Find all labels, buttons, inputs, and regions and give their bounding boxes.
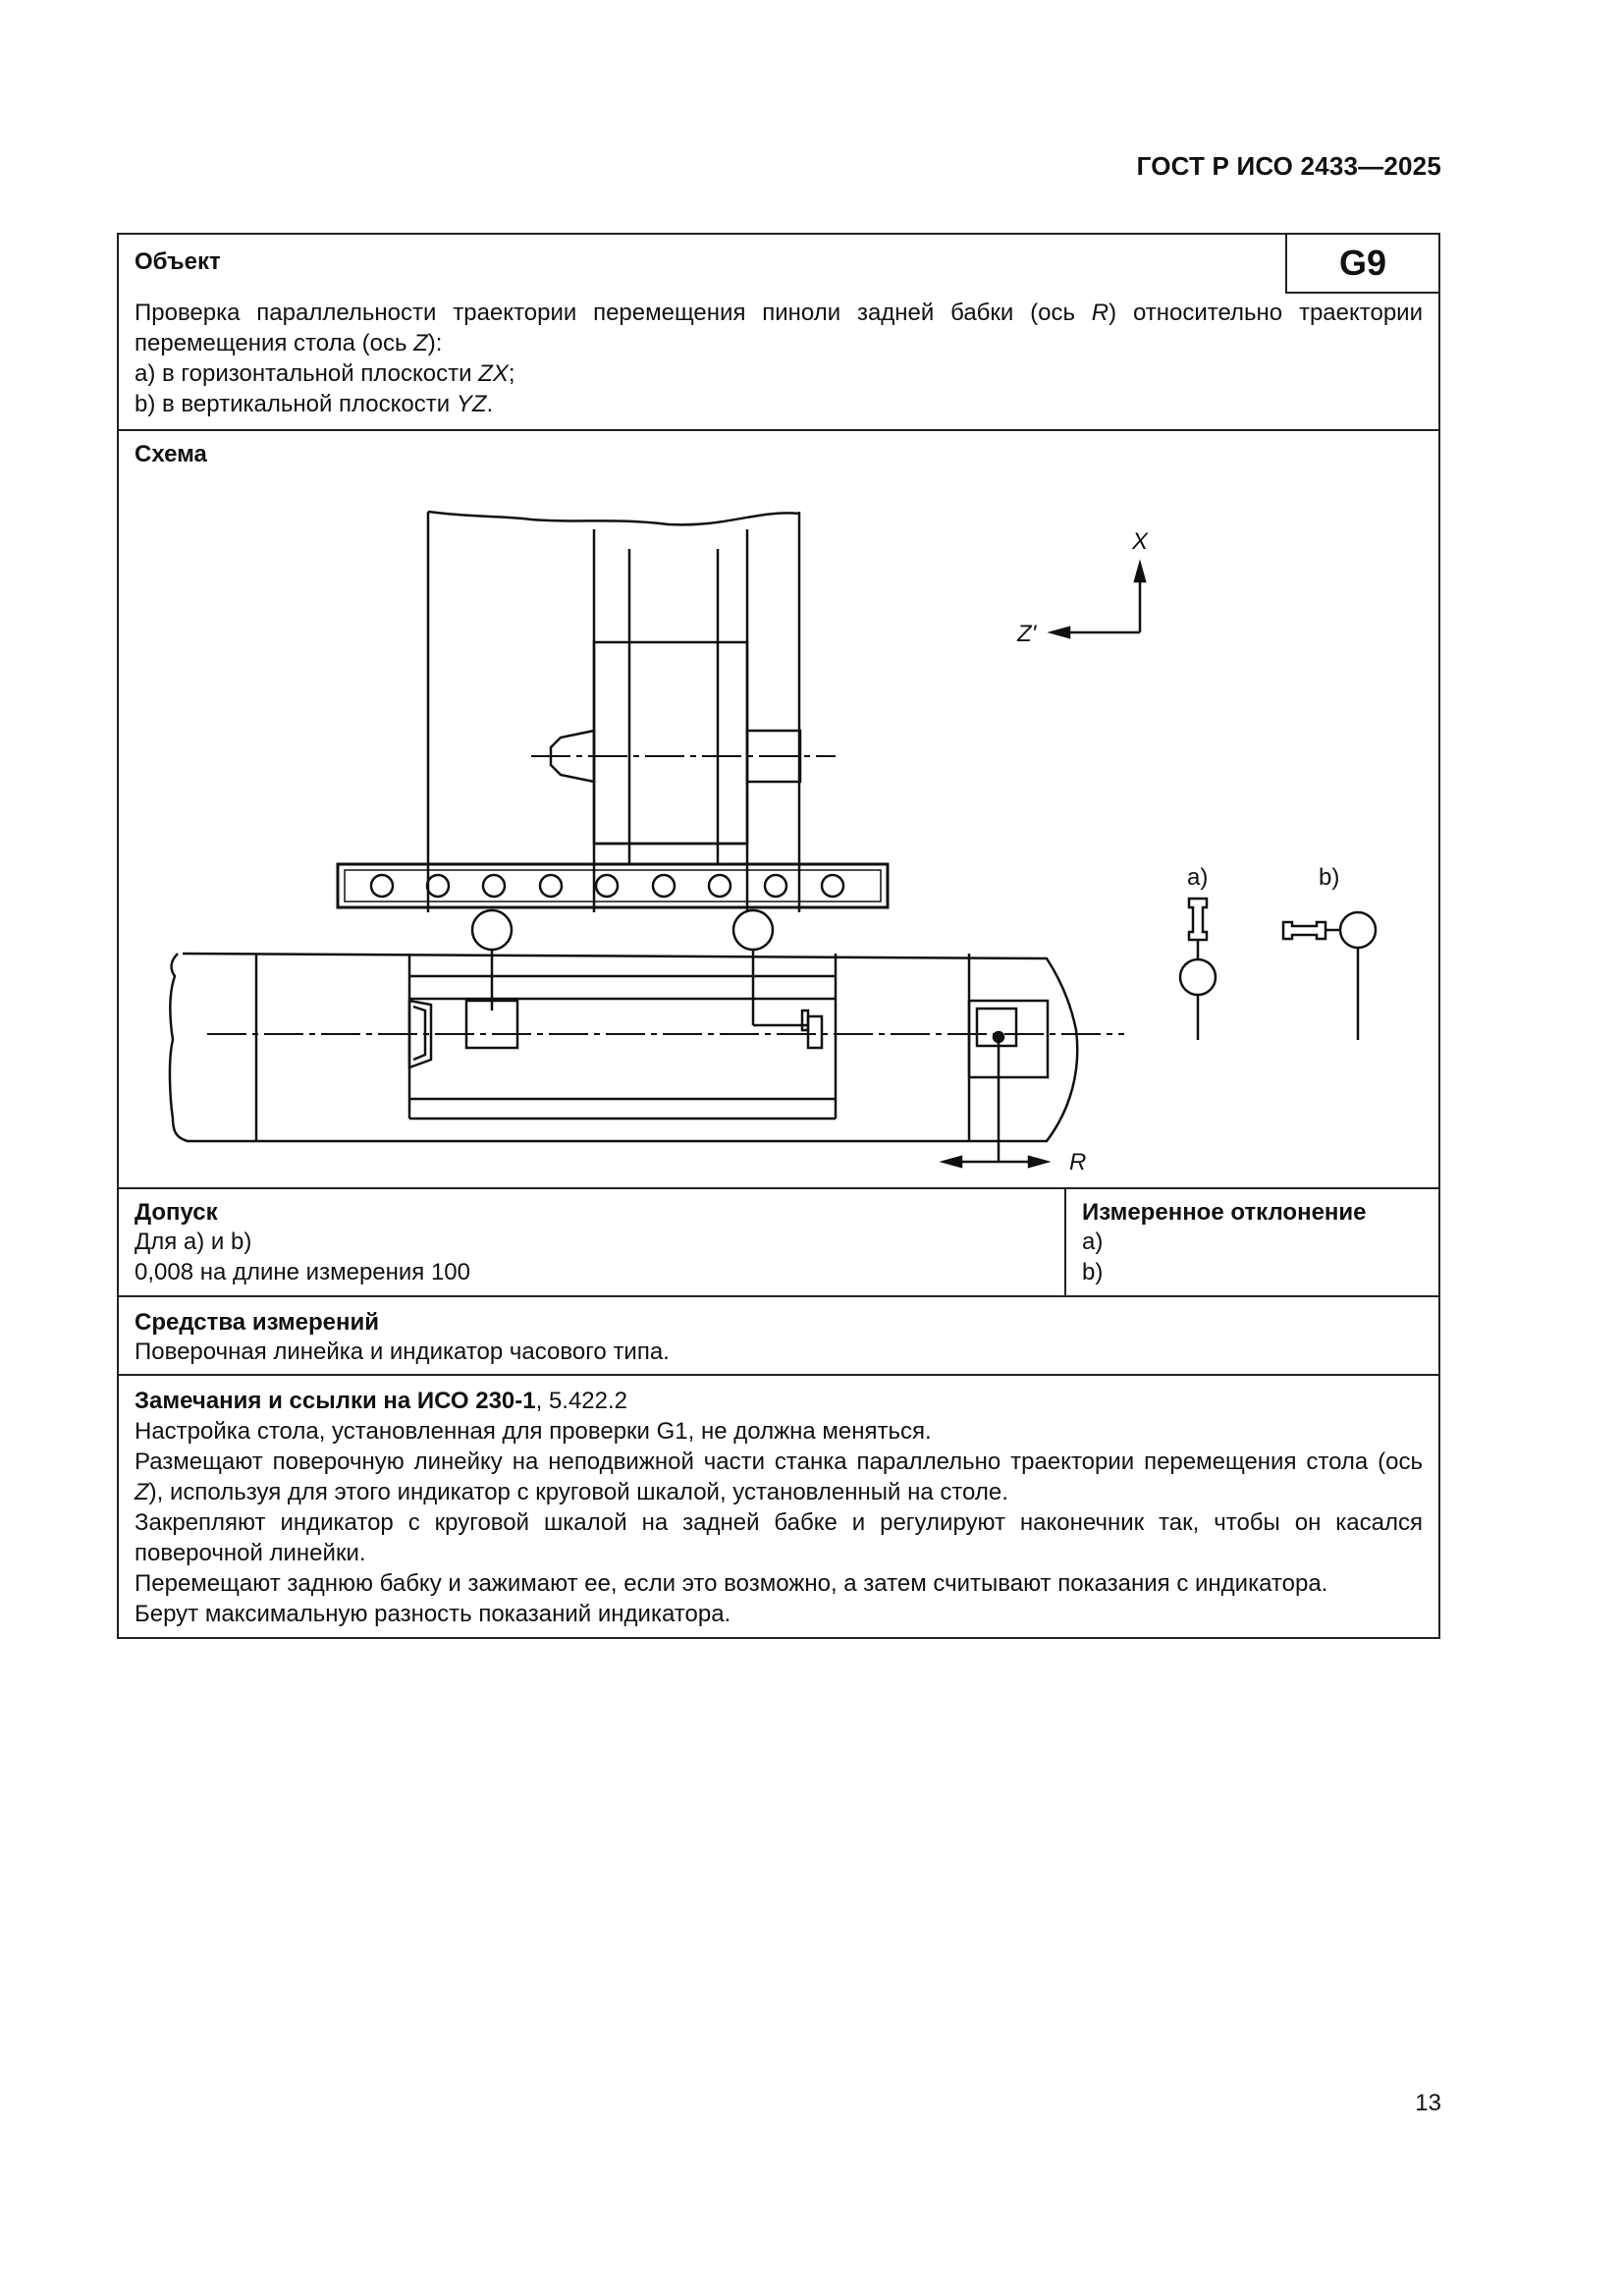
item-a-text: a) в горизонтальной плоскости — [135, 360, 479, 387]
variant-a-label: a) — [1187, 864, 1209, 891]
ruler-hole — [596, 875, 618, 897]
item-a-end: ; — [508, 360, 515, 387]
check-code: G9 — [1285, 235, 1438, 294]
measured-cell — [1066, 1189, 1438, 1295]
note-paragraph — [135, 1447, 1423, 1507]
object-text-part: ) относительно траектории перемещения стола (ось — [135, 300, 1423, 356]
tolerance-cell — [119, 1189, 1066, 1295]
means-label: Средства измерений — [135, 1309, 380, 1336]
machine-bed — [170, 954, 1077, 1141]
tailstock-base-block — [969, 1001, 1048, 1077]
axis-z-ref: Z — [135, 1479, 149, 1505]
ruler-hole — [540, 875, 562, 897]
document-id: ГОСТ Р ИСО 2433—2025 — [1136, 151, 1441, 181]
notes-ref: , 5.422.2 — [535, 1388, 628, 1414]
page-number: 13 — [1415, 2090, 1441, 2116]
ruler-hole — [427, 875, 449, 897]
quill-block — [594, 642, 747, 844]
ruler-hole — [765, 875, 786, 897]
object-description — [135, 298, 1423, 419]
r-arrow-right — [1029, 1157, 1047, 1167]
notes-heading — [135, 1386, 1423, 1416]
scheme-label: Схема — [135, 441, 207, 467]
axis-z-label: Z' — [1017, 621, 1037, 647]
plane-yz: YZ — [456, 391, 487, 417]
indicator-contact — [808, 1016, 822, 1048]
item-b-text: b) в вертикальной плоскости — [135, 391, 457, 417]
z-axis-arrow — [1052, 628, 1069, 637]
scheme-drawing — [119, 431, 1438, 1189]
item-b-end: . — [486, 391, 494, 417]
dial-indicator-left — [472, 910, 512, 950]
r-arrow-left — [944, 1157, 961, 1167]
tolerance-section — [119, 1189, 1438, 1297]
ruler-hole — [653, 875, 675, 897]
object-text-part: Проверка параллельности траектории перемещения пиноли задней бабки (ось — [135, 300, 1092, 326]
note-paragraph: Перемещают заднюю бабку и зажимают ее, если это возможно, а затем считывают показания с индикатора. — [135, 1570, 1328, 1597]
check-table — [117, 233, 1440, 1639]
axis-r-label: R — [1069, 1149, 1087, 1175]
note-paragraph: Берут максимальную разность показаний индикатора. — [135, 1601, 731, 1627]
object-item-a — [135, 358, 1423, 389]
means-text: Поверочная линейка и индикатор часового типа. — [135, 1339, 670, 1365]
scheme-section — [119, 431, 1438, 1189]
x-axis-arrow — [1135, 564, 1145, 581]
variant-b-bar — [1283, 922, 1325, 939]
object-section — [119, 235, 1438, 431]
ruler-hole — [822, 875, 843, 897]
means-section — [119, 1297, 1438, 1376]
ruler-holes — [371, 875, 843, 897]
ruler-hole — [371, 875, 393, 897]
variant-b-dial — [1340, 912, 1376, 948]
note-paragraph: Закрепляют индикатор с круговой шкалой на задней бабке и регулируют наконечник так, чтобы он касался поверочной линейки. — [135, 1509, 1423, 1566]
ruler-hole — [483, 875, 505, 897]
tolerance-line1: Для a) и b) — [135, 1229, 252, 1255]
object-label: Объект — [135, 248, 221, 275]
variant-a-dial — [1180, 959, 1216, 995]
measured-b: b) — [1082, 1259, 1104, 1285]
notes-section — [119, 1376, 1438, 1637]
dial-indicator-right — [733, 910, 773, 950]
axis-z-ref: Z — [413, 330, 428, 356]
note-text: ), используя для этого индикатор с круговой шкалой, установленный на столе. — [148, 1479, 1008, 1505]
plane-zx: ZX — [478, 360, 509, 387]
variant-b-label: b) — [1319, 864, 1340, 891]
tailstock-outline — [428, 512, 799, 912]
axis-x-label: X — [1132, 528, 1149, 555]
notes-body — [135, 1416, 1423, 1629]
variant-a-bar — [1189, 899, 1207, 940]
measured-a: a) — [1082, 1229, 1104, 1255]
object-text-part: ): — [427, 330, 443, 356]
ruler-hole — [709, 875, 730, 897]
measured-label: Измеренное отклонение — [1082, 1199, 1367, 1226]
axis-r-ref: R — [1091, 300, 1109, 326]
tolerance-label: Допуск — [135, 1199, 218, 1226]
object-item-b — [135, 389, 1423, 419]
notes-label: Замечания и ссылки на ИСО 230-1 — [135, 1388, 536, 1414]
note-paragraph: Настройка стола, установленная для проверки G1, не должна меняться. — [135, 1418, 932, 1445]
note-text: Размещают поверочную линейку на неподвижной части станка параллельно траектории перемещения стола (ось — [135, 1449, 1423, 1475]
indicator-contact-small — [802, 1011, 808, 1030]
tolerance-line2: 0,008 на длине измерения 100 — [135, 1259, 470, 1285]
